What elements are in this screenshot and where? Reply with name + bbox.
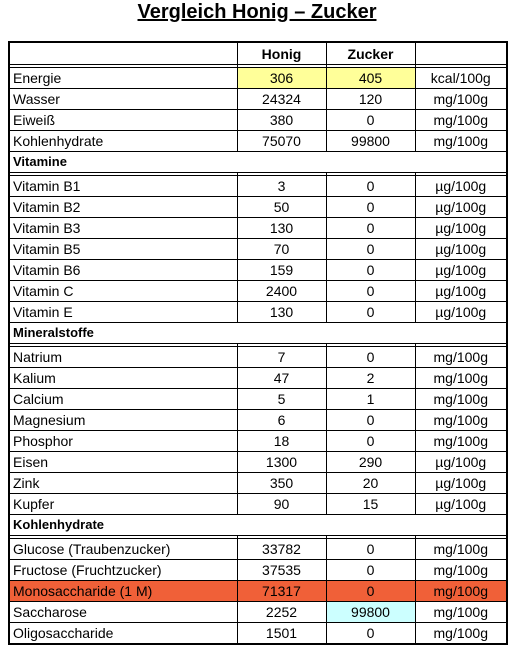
unit: µg/100g	[415, 260, 507, 281]
section-label: Vitamine	[9, 152, 507, 173]
zucker-value: 0	[326, 197, 415, 218]
honig-value: 130	[237, 302, 326, 323]
honig-value: 50	[237, 197, 326, 218]
row-label: Natrium	[9, 347, 237, 368]
honig-value: 6	[237, 410, 326, 431]
honig-value: 2400	[237, 281, 326, 302]
unit: mg/100g	[415, 347, 507, 368]
zucker-value: 1	[326, 389, 415, 410]
honig-value: 3	[237, 176, 326, 197]
unit: mg/100g	[415, 368, 507, 389]
row-label: Vitamin B1	[9, 176, 237, 197]
table-row	[9, 602, 507, 623]
row-label: Vitamin B3	[9, 218, 237, 239]
zucker-value: 0	[326, 302, 415, 323]
zucker-value: 99800	[326, 131, 415, 152]
unit: mg/100g	[415, 539, 507, 560]
zucker-value: 2	[326, 368, 415, 389]
unit: kcal/100g	[415, 68, 507, 89]
row-label: Magnesium	[9, 410, 237, 431]
unit: mg/100g	[415, 623, 507, 645]
table-row-highlighted	[9, 581, 507, 602]
table-row	[9, 260, 507, 281]
honig-value: 33782	[237, 539, 326, 560]
unit: mg/100g	[415, 560, 507, 581]
header-unit-cell	[415, 42, 507, 65]
table-row	[9, 347, 507, 368]
row-label: Energie	[9, 68, 237, 89]
zucker-value: 120	[326, 89, 415, 110]
unit: mg/100g	[415, 410, 507, 431]
row-label: Vitamin B5	[9, 239, 237, 260]
table-row	[9, 176, 507, 197]
page-title: Vergleich Honig – Zucker	[137, 1, 377, 23]
honig-value: 5	[237, 389, 326, 410]
table-row	[9, 281, 507, 302]
row-label: Fructose (Fruchtzucker)	[9, 560, 237, 581]
zucker-value: 0	[326, 431, 415, 452]
unit: mg/100g	[415, 602, 507, 623]
row-label: Eisen	[9, 452, 237, 473]
honig-value: 18	[237, 431, 326, 452]
unit: mg/100g	[415, 89, 507, 110]
zucker-value: 0	[326, 410, 415, 431]
honig-value: 70	[237, 239, 326, 260]
honig-value: 1300	[237, 452, 326, 473]
row-label: Kupfer	[9, 494, 237, 515]
zucker-value: 405	[326, 68, 415, 89]
unit: mg/100g	[415, 131, 507, 152]
honig-value: 7	[237, 347, 326, 368]
zucker-value: 0	[326, 539, 415, 560]
honig-value: 75070	[237, 131, 326, 152]
zucker-value: 0	[326, 623, 415, 645]
row-label: Kalium	[9, 368, 237, 389]
unit: µg/100g	[415, 176, 507, 197]
row-label: Saccharose	[9, 602, 237, 623]
table-row	[9, 302, 507, 323]
table-row	[9, 539, 507, 560]
honig-value: 306	[237, 68, 326, 89]
zucker-value: 99800	[326, 602, 415, 623]
header-zucker: Zucker	[326, 42, 415, 65]
zucker-value: 15	[326, 494, 415, 515]
row-label: Glucose (Traubenzucker)	[9, 539, 237, 560]
zucker-value: 20	[326, 473, 415, 494]
row-label: Kohlenhydrate	[9, 131, 237, 152]
honig-value: 350	[237, 473, 326, 494]
table-row	[9, 431, 507, 452]
honig-value: 24324	[237, 89, 326, 110]
unit: µg/100g	[415, 281, 507, 302]
honig-value: 1501	[237, 623, 326, 645]
honig-value: 37535	[237, 560, 326, 581]
zucker-value: 0	[326, 560, 415, 581]
table-row	[9, 410, 507, 431]
unit: mg/100g	[415, 581, 507, 602]
zucker-value: 0	[326, 281, 415, 302]
zucker-value: 0	[326, 239, 415, 260]
zucker-value: 0	[326, 176, 415, 197]
zucker-value: 0	[326, 347, 415, 368]
unit: µg/100g	[415, 473, 507, 494]
row-label: Vitamin C	[9, 281, 237, 302]
table-row	[9, 239, 507, 260]
honig-value: 2252	[237, 602, 326, 623]
unit: µg/100g	[415, 197, 507, 218]
unit: mg/100g	[415, 110, 507, 131]
zucker-value: 0	[326, 581, 415, 602]
table-row	[9, 197, 507, 218]
zucker-value: 0	[326, 218, 415, 239]
row-label: Wasser	[9, 89, 237, 110]
unit: µg/100g	[415, 239, 507, 260]
header-name-cell	[9, 42, 237, 65]
honig-value: 130	[237, 218, 326, 239]
row-label: Zink	[9, 473, 237, 494]
table-row	[9, 623, 507, 645]
honig-value: 71317	[237, 581, 326, 602]
table-row	[9, 368, 507, 389]
section-label: Kohlenhydrate	[9, 515, 507, 536]
unit: mg/100g	[415, 389, 507, 410]
comparison-table	[8, 41, 508, 645]
row-label: Oligosaccharide	[9, 623, 237, 645]
honig-value: 47	[237, 368, 326, 389]
table-row	[9, 452, 507, 473]
section-header-mineralstoffe	[9, 323, 507, 344]
unit: µg/100g	[415, 494, 507, 515]
table-row	[9, 131, 507, 152]
row-label: Eiweiß	[9, 110, 237, 131]
table-row	[9, 389, 507, 410]
header-honig: Honig	[237, 42, 326, 65]
section-header-vitamine	[9, 152, 507, 173]
table-row	[9, 473, 507, 494]
row-label: Monosaccharide (1 M)	[9, 581, 237, 602]
zucker-value: 0	[326, 110, 415, 131]
section-header-kohlenhydrate	[9, 515, 507, 536]
table-row	[9, 494, 507, 515]
section-label: Mineralstoffe	[9, 323, 507, 344]
table-row	[9, 68, 507, 89]
row-label: Vitamin E	[9, 302, 237, 323]
table-row	[9, 89, 507, 110]
unit: µg/100g	[415, 218, 507, 239]
table-header-row	[9, 42, 507, 65]
row-label: Calcium	[9, 389, 237, 410]
honig-value: 159	[237, 260, 326, 281]
table-row	[9, 560, 507, 581]
zucker-value: 290	[326, 452, 415, 473]
honig-value: 90	[237, 494, 326, 515]
table-row	[9, 218, 507, 239]
table-row	[9, 110, 507, 131]
unit: µg/100g	[415, 452, 507, 473]
honig-value: 380	[237, 110, 326, 131]
row-label: Phosphor	[9, 431, 237, 452]
zucker-value: 0	[326, 260, 415, 281]
row-label: Vitamin B6	[9, 260, 237, 281]
row-label: Vitamin B2	[9, 197, 237, 218]
unit: mg/100g	[415, 431, 507, 452]
unit: µg/100g	[415, 302, 507, 323]
